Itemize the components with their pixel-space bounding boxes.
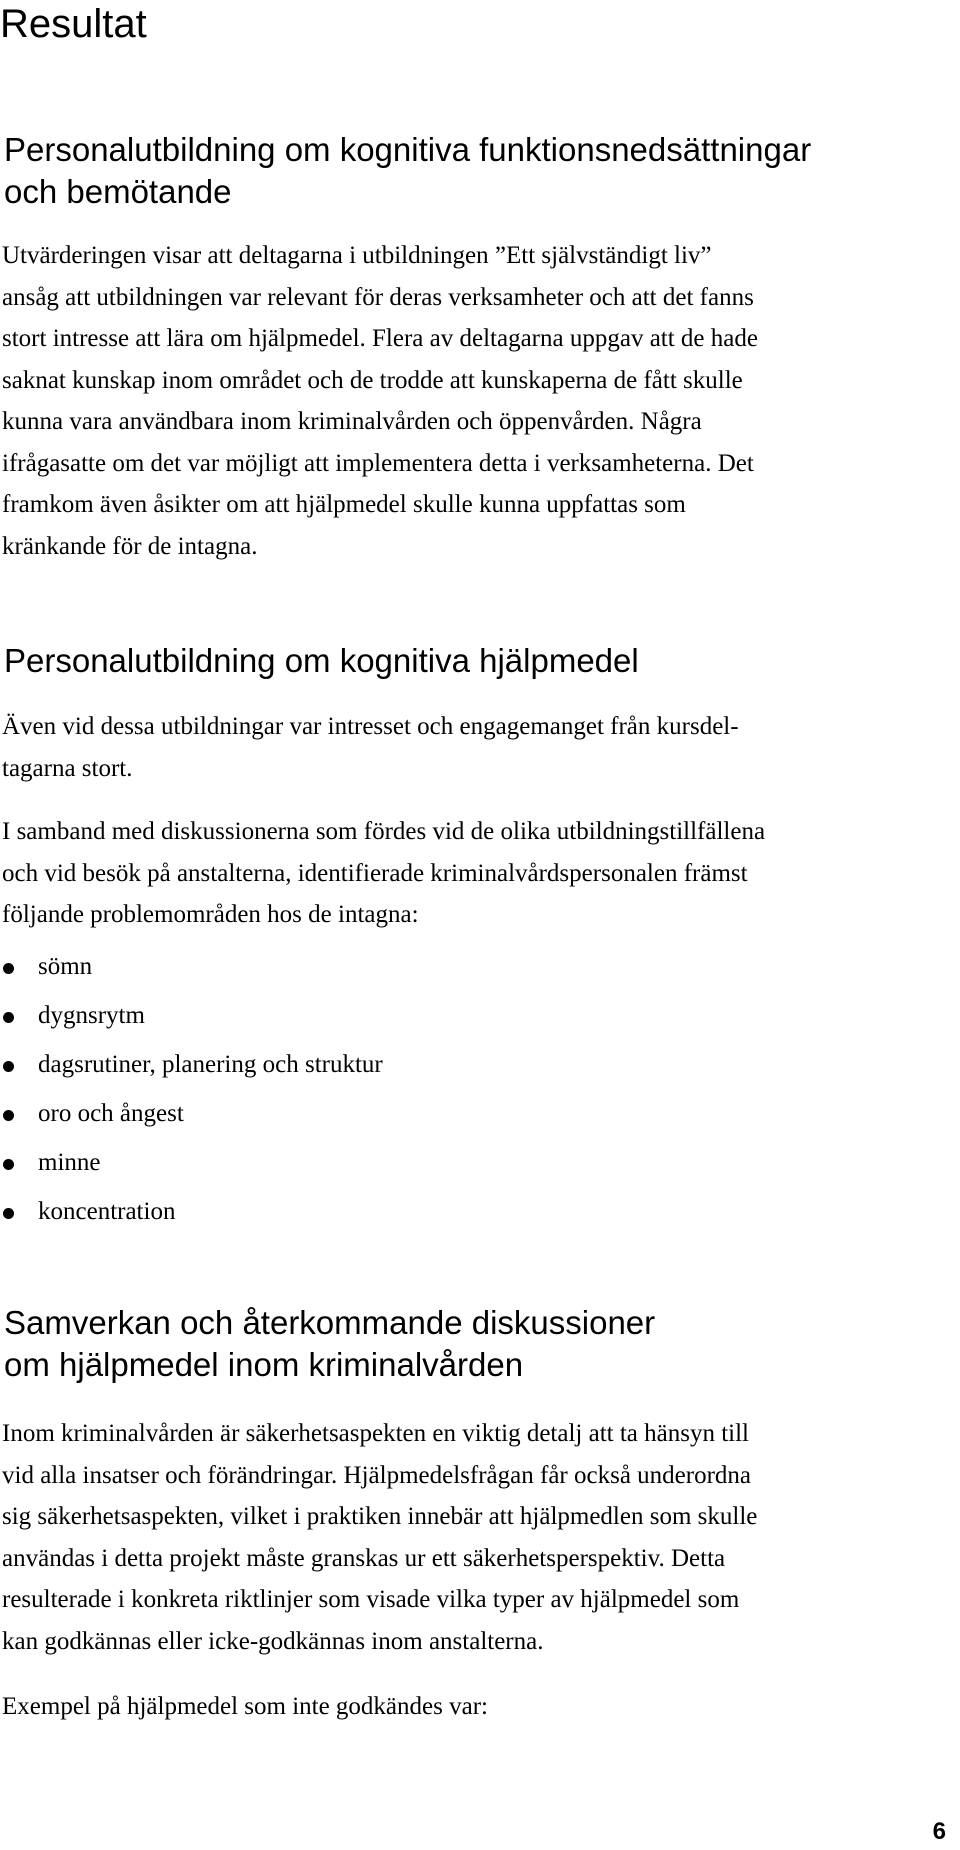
list-item-text: dagsrutiner, planering och struktur — [38, 1051, 383, 1078]
page-number: 6 — [932, 1818, 946, 1845]
bullet-icon — [3, 1061, 14, 1072]
list-item — [0, 1092, 383, 1141]
list-item-text: dygnsrytm — [38, 1002, 145, 1029]
page-title: Resultat — [0, 2, 147, 46]
section-3-paragraph-2: Exempel på hjälpmedel som inte godkändes var: — [2, 1693, 488, 1720]
list-item — [0, 1190, 383, 1239]
problem-areas-list — [0, 945, 383, 1239]
list-item — [0, 1043, 383, 1092]
list-item — [0, 1141, 383, 1190]
list-item-text: minne — [38, 1149, 101, 1176]
list-item — [0, 945, 383, 994]
list-item-text: oro och ångest — [38, 1100, 184, 1127]
bullet-icon — [3, 1012, 14, 1023]
list-item-text: sömn — [38, 953, 93, 980]
section-heading-staff-training-cognitive-impairments: Personalutbildning om kognitiva funktionsnedsättningar och bemötande — [4, 131, 812, 210]
section-heading-staff-training-cognitive-aids: Personalutbildning om kognitiva hjälpmedel — [4, 642, 639, 679]
list-item-text: koncentration — [38, 1198, 176, 1225]
bullet-icon — [3, 1208, 14, 1219]
section-3-paragraph-1: Inom kriminalvården är säkerhetsaspekten en viktig detalj att ta hänsyn till vid alla insatser och förändringar. Hjälpmedelsfrågan får också underordna sig säkerhetsaspekten, vilket i praktiken innebär att hjälpmedlen som skulle användas i detta projekt måste granskas ur ett säkerhetsperspektiv. Detta resulterade i konkreta riktlinjer som visade vilka typer av hjälpmedel som kan godkännas eller icke-godkännas inom anstalterna. — [2, 1420, 758, 1655]
section-2-paragraph-1: Även vid dessa utbildningar var intresset och engagemanget från kursdel- tagarna stort. — [2, 713, 739, 782]
section-heading-collaboration-aids-discussions: Samverkan och återkommande diskussioner om hjälpmedel inom kriminalvården — [4, 1304, 656, 1383]
section-1-paragraph: Utvärderingen visar att deltagarna i utbildningen ”Ett självständigt liv” ansåg att utbildningen var relevant för deras verksamheter och att det fanns stort intresse att lära om hjälpmedel. Flera av deltagarna uppgav att de hade saknat kunskap inom området och de trodde att kunskaperna de fått skulle kunna vara användbara inom kriminalvården och öppenvården. Några ifrågasatte om det var möjligt att implementera detta i verksamheterna. Det framkom även åsikter om att hjälpmedel skulle kunna uppfattas som kränkande för de intagna. — [2, 242, 758, 560]
bullet-icon — [3, 963, 14, 974]
bullet-icon — [3, 1110, 14, 1121]
bullet-icon — [3, 1159, 14, 1170]
section-2-paragraph-2: I samband med diskussionerna som fördes vid de olika utbildningstillfällena och vid besök på anstalterna, identifierade kriminalvårdspersonalen främst följande problemområden hos de intagna: — [2, 818, 766, 928]
list-item — [0, 994, 383, 1043]
